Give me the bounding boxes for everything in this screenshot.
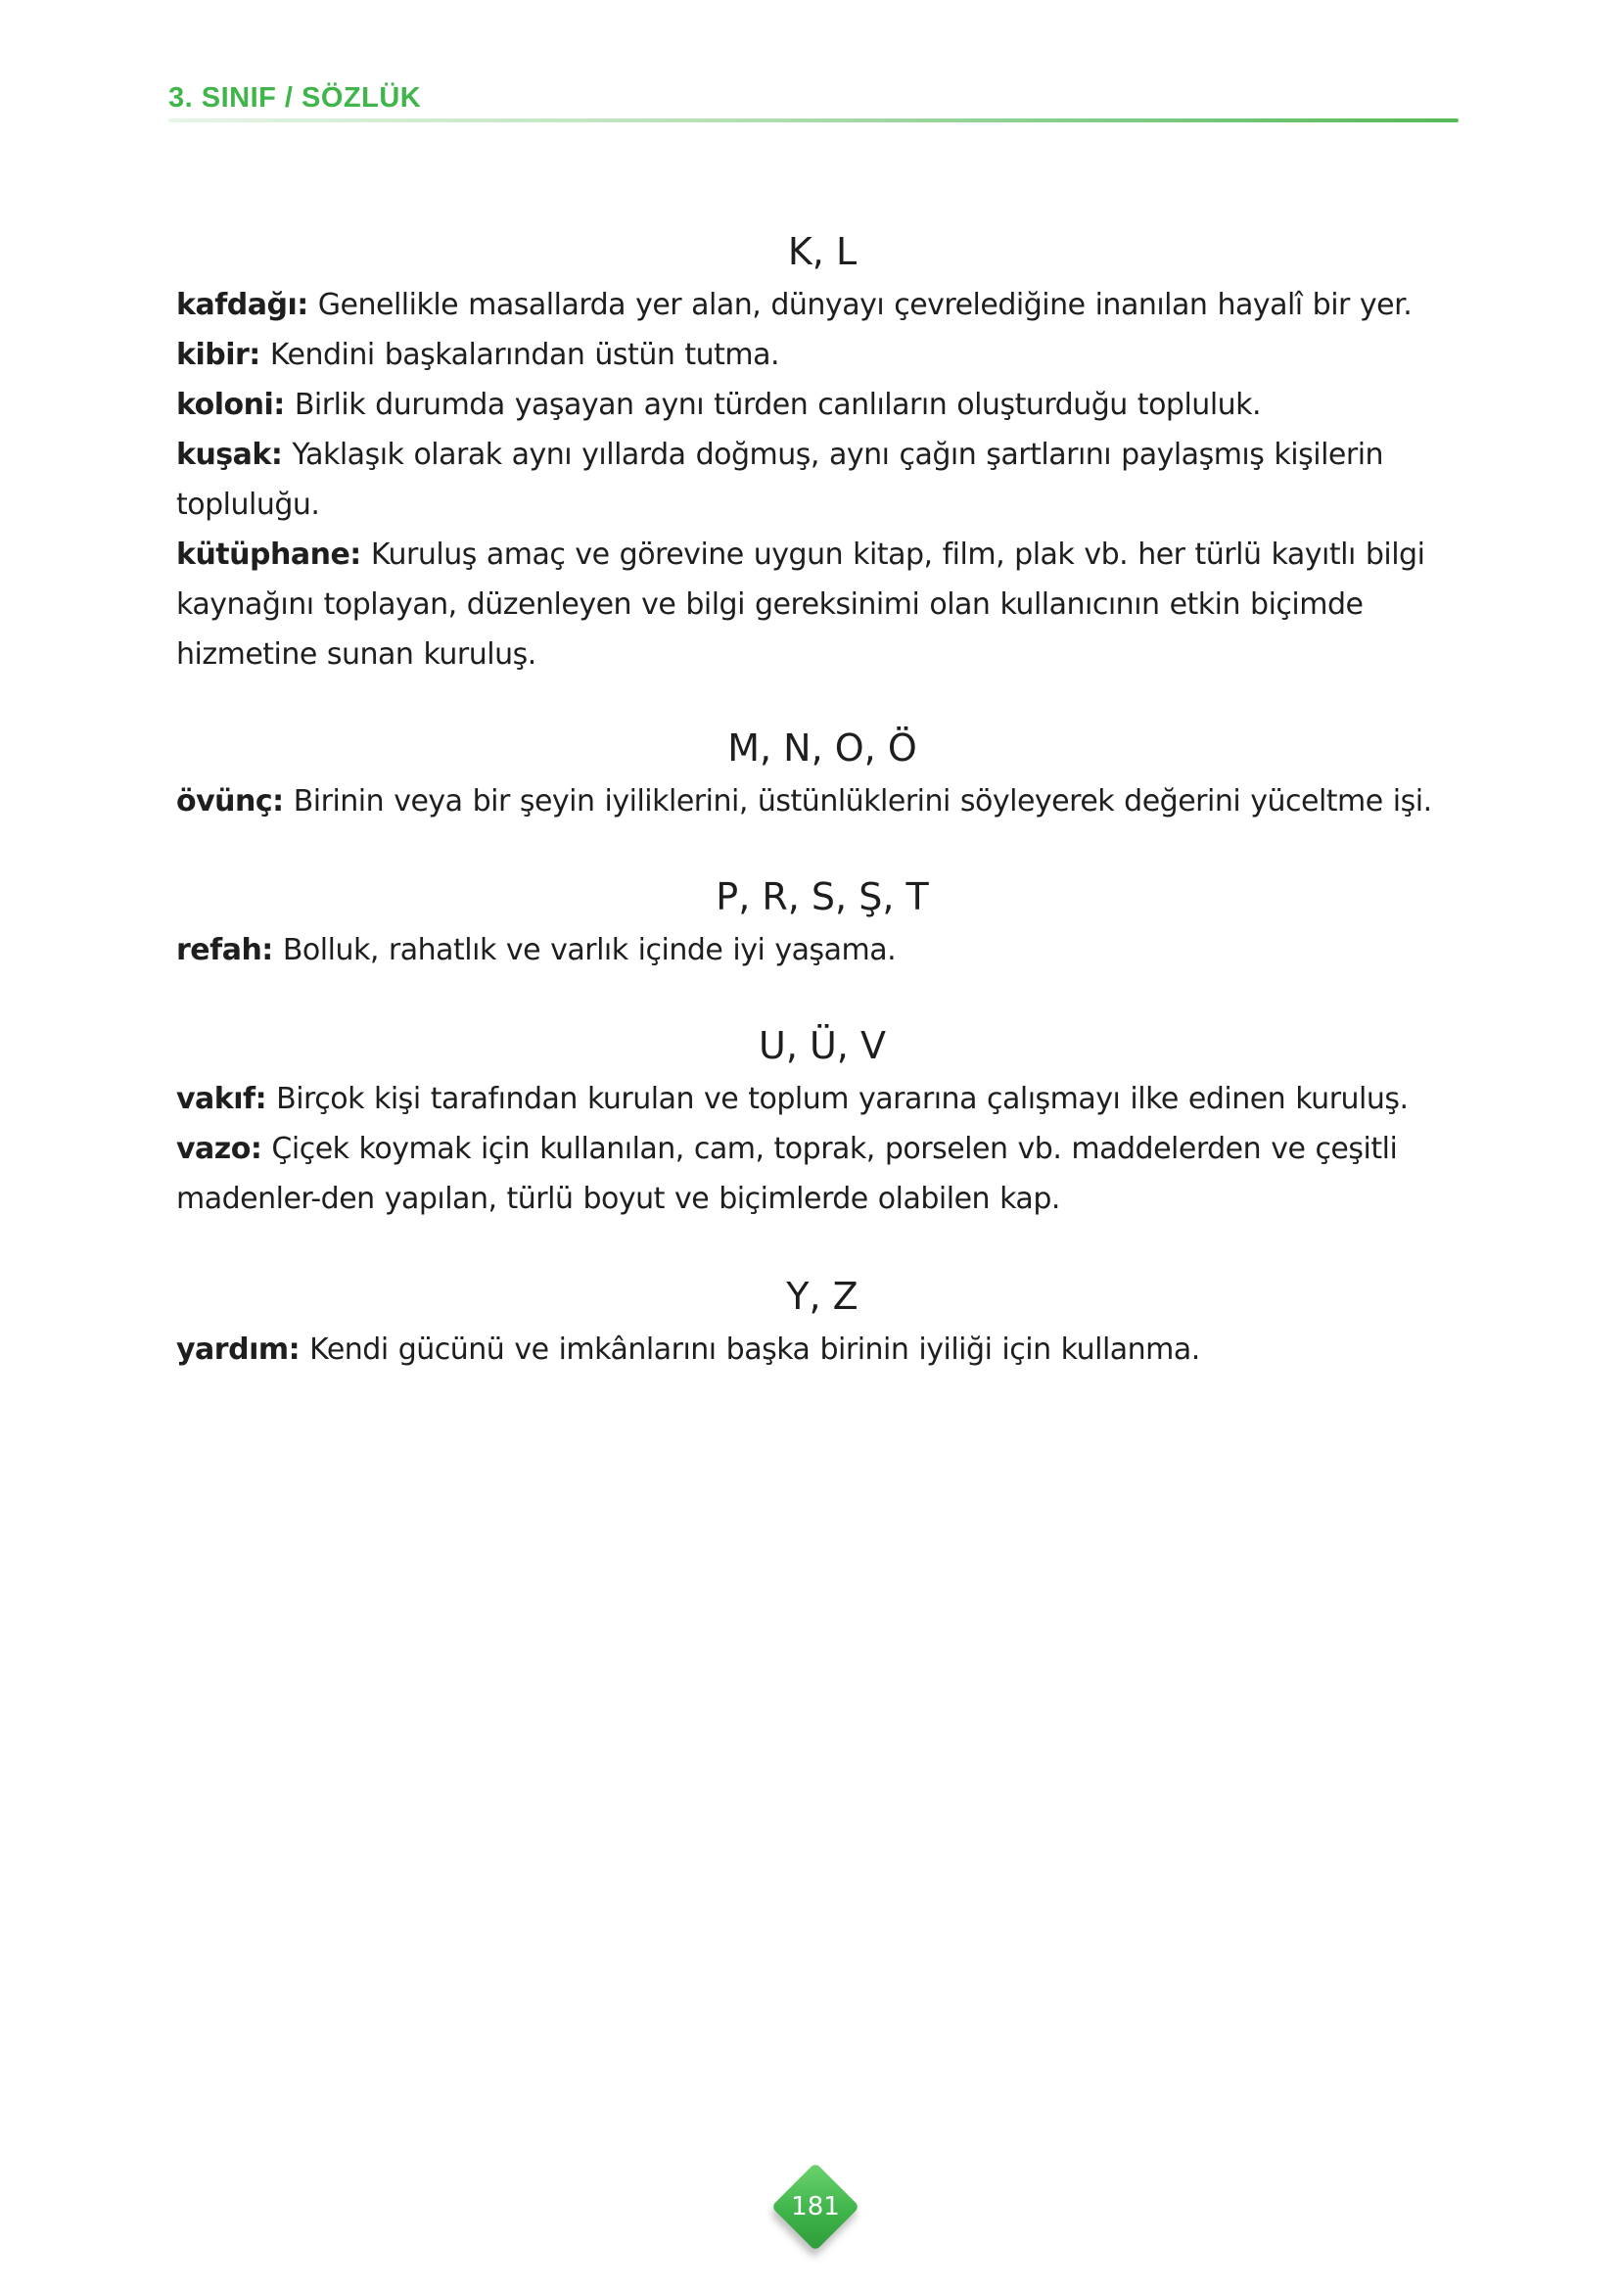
section-spacer bbox=[176, 975, 1468, 1017]
dictionary-content bbox=[176, 223, 1468, 1375]
entry-definition: Birçok kişi tarafından kurulan ve toplum yararına çalışmayı ilke edinen kuruluş. bbox=[266, 1082, 1409, 1116]
entry-definition: Kendini başkalarından üstün tutma. bbox=[259, 338, 780, 372]
entry-vakif bbox=[176, 1074, 1468, 1124]
entry-term: kafdağı: bbox=[176, 288, 308, 322]
entry-definition: Birlik durumda yaşayan aynı türden canlıların oluşturduğu topluluk. bbox=[284, 388, 1262, 422]
entry-definition: Genellikle masallarda yer alan, dünyayı çevrelediğine inanılan hayalî bir yer. bbox=[307, 288, 1413, 322]
section-spacer bbox=[176, 679, 1468, 720]
entry-vazo bbox=[176, 1124, 1468, 1224]
section-u-v bbox=[176, 1017, 1468, 1224]
entry-term: kütüphane: bbox=[176, 538, 361, 572]
page-number: 181 bbox=[791, 2192, 840, 2221]
entry-kafdagi bbox=[176, 280, 1468, 330]
entry-kibir bbox=[176, 330, 1468, 380]
entry-yardim bbox=[176, 1325, 1468, 1375]
entry-term: övünç: bbox=[176, 784, 284, 818]
entry-definition: Kuruluş amaç ve görevine uygun kitap, film, plak vb. her türlü kayıtlı bilgi kaynağını toplayan, düzenleyen ve bilgi gereksinimi olan kullanıcının etkin biçimde hizmetine sunan kuruluş. bbox=[176, 538, 1425, 672]
entry-term: yardım: bbox=[176, 1333, 301, 1367]
section-heading: Y, Z bbox=[786, 1275, 858, 1318]
section-heading: K, L bbox=[787, 230, 858, 273]
entry-kusak bbox=[176, 430, 1468, 530]
header-divider bbox=[168, 118, 1459, 122]
entry-koloni bbox=[176, 380, 1468, 430]
entry-kutuphane bbox=[176, 530, 1468, 679]
section-heading: U, Ü, V bbox=[759, 1024, 886, 1067]
entry-term: vazo: bbox=[176, 1132, 262, 1166]
section-heading: M, N, O, Ö bbox=[727, 726, 917, 770]
section-m-n-o bbox=[176, 720, 1468, 826]
section-y-z bbox=[176, 1268, 1468, 1375]
entry-definition: Yaklaşık olarak aynı yıllarda doğmuş, aynı çağın şartlarını paylaşmış kişilerin topluluğu. bbox=[176, 438, 1384, 522]
section-heading: P, R, S, Ş, T bbox=[716, 875, 929, 918]
entry-ovunc bbox=[176, 776, 1468, 826]
entry-term: kibir: bbox=[176, 338, 260, 372]
entry-term: refah: bbox=[176, 933, 273, 967]
entry-refah bbox=[176, 925, 1468, 975]
entry-term: vakıf: bbox=[176, 1082, 267, 1116]
section-k-l bbox=[176, 223, 1468, 679]
entry-term: koloni: bbox=[176, 388, 285, 422]
page-header-title: 3. SINIF / SÖZLÜK bbox=[168, 82, 422, 114]
entry-definition: Çiçek koymak için kullanılan, cam, toprak, porselen vb. maddelerden ve çeşitli madenler-den yapılan, türlü boyut ve biçimlerde olabilen kap. bbox=[176, 1132, 1398, 1216]
entry-definition: Kendi gücünü ve imkânlarını başka birinin iyiliği için kullanma. bbox=[300, 1333, 1200, 1367]
entry-definition: Bolluk, rahatlık ve varlık içinde iyi yaşama. bbox=[272, 933, 897, 967]
entry-definition: Birinin veya bir şeyin iyiliklerini, üstünlüklerini söyleyerek değerini yüceltme işi. bbox=[283, 784, 1432, 818]
entry-term: kuşak: bbox=[176, 438, 283, 472]
section-spacer bbox=[176, 826, 1468, 868]
section-p-r-s-t bbox=[176, 868, 1468, 975]
section-spacer bbox=[176, 1224, 1468, 1268]
